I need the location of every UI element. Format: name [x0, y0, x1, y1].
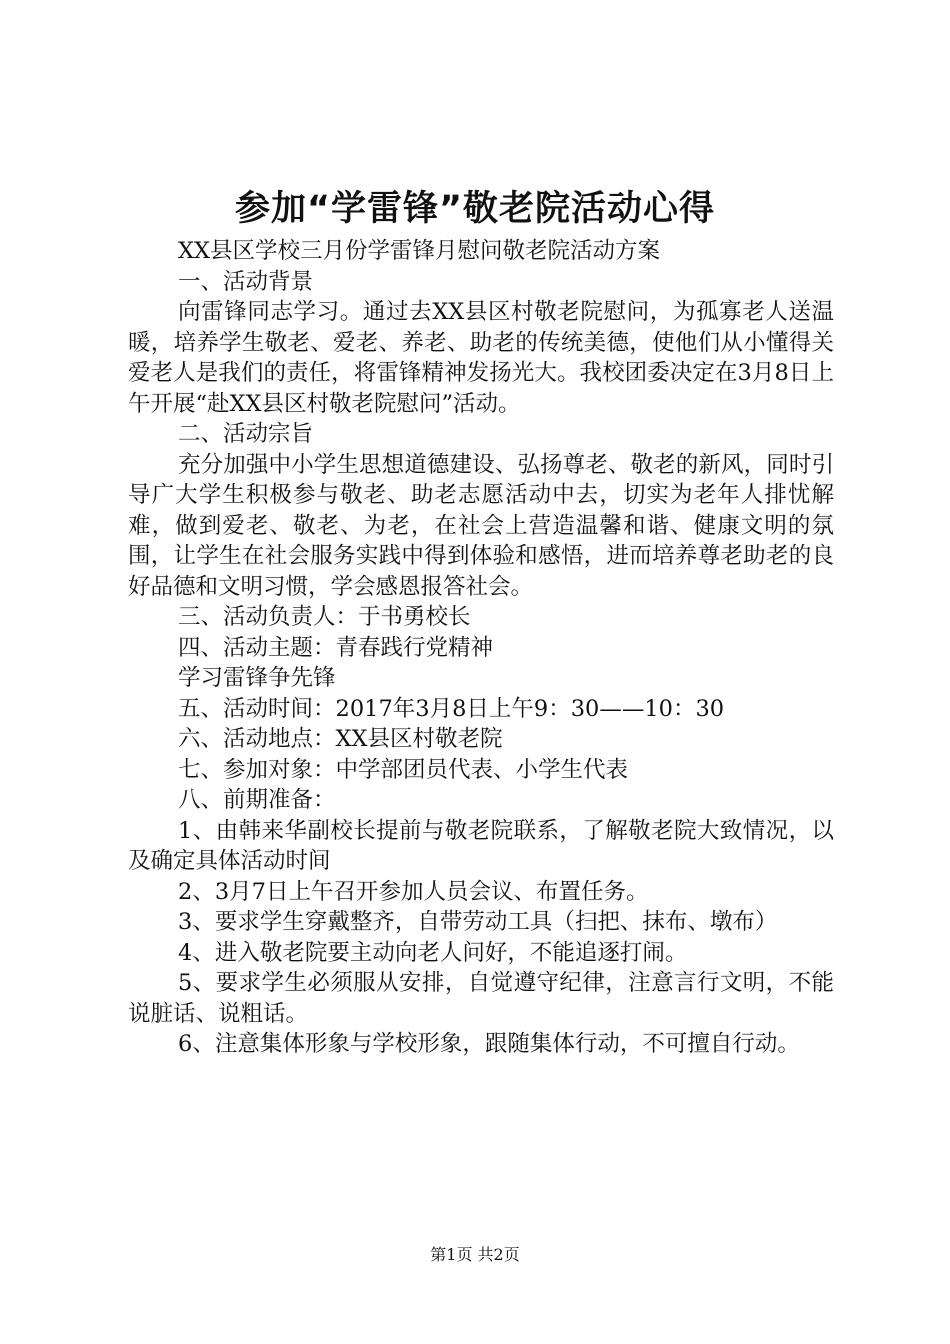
- preparation-step-3: 3、要求学生穿戴整齐，自带劳动工具（扫把、抹布、墩布）: [178, 909, 778, 935]
- preparation-step-4: 4、进入敬老院要主动向老人问好，不能追逐打闹。: [178, 939, 688, 966]
- item-location: 六、活动地点：XX县区村敬老院: [178, 726, 503, 752]
- item-preparation-heading: 八、前期准备：: [178, 787, 336, 813]
- item-theme: 四、活动主题：青春践行党精神: [178, 634, 494, 661]
- preparation-step-2: 2、3月7日上午召开参加人员会议、布置任务。: [178, 878, 649, 905]
- item-theme-subline: 学习雷锋争先锋: [178, 665, 336, 691]
- paragraph-background: 向雷锋同志学习。通过去XX县区村敬老院慰问，为孤寡老人送温暖，培养学生敬老、爱老、养老、助老的传统美德，使他们从小懂得关爱老人是我们的责任，将雷锋精神发扬光大。我校团委决定在3月8日上午开展“赴XX县区村敬老院慰问”活动。: [128, 299, 834, 417]
- document-body: [128, 236, 834, 1060]
- item-time: 五、活动时间：2017年3月8日上午9：30——10：30: [178, 695, 725, 722]
- item-responsible-person: 三、活动负责人：于书勇校长: [178, 604, 471, 630]
- document-title: 参加“学雷锋”敬老院活动心得: [234, 189, 715, 229]
- section-heading-purpose: 二、活动宗旨: [178, 421, 314, 447]
- preparation-step-6: 6、注意集体形象与学校形象，跟随集体行动，不可擅自行动。: [178, 1031, 800, 1057]
- item-participants: 七、参加对象：中学部团员代表、小学生代表: [178, 756, 629, 783]
- plan-heading: XX县区学校三月份学雷锋月慰问敬老院活动方案: [178, 238, 661, 264]
- paragraph-purpose: 充分加强中小学生思想道德建设、弘扬尊老、敬老的新风，同时引导广大学生积极参与敬老、助老志愿活动中去，切实为老年人排忧解难，做到爱老、敬老、为老，在社会上营造温馨和谐、健康文明的氛围，让学生在社会服务实践中得到体验和感悟，进而培养尊老助老的良好品德和文明习惯，学会感恩报答社会。: [128, 451, 834, 600]
- page-number-footer: 第1页 共2页: [430, 1245, 520, 1264]
- preparation-step-5: 5、要求学生必须服从安排，自觉遵守纪律，注意言行文明，不能说脏话、说粗话。: [128, 970, 834, 1027]
- section-heading-background: 一、活动背景: [178, 268, 314, 295]
- preparation-step-1: 1、由韩来华副校长提前与敬老院联系，了解敬老院大致情况，以及确定具体活动时间: [128, 817, 834, 874]
